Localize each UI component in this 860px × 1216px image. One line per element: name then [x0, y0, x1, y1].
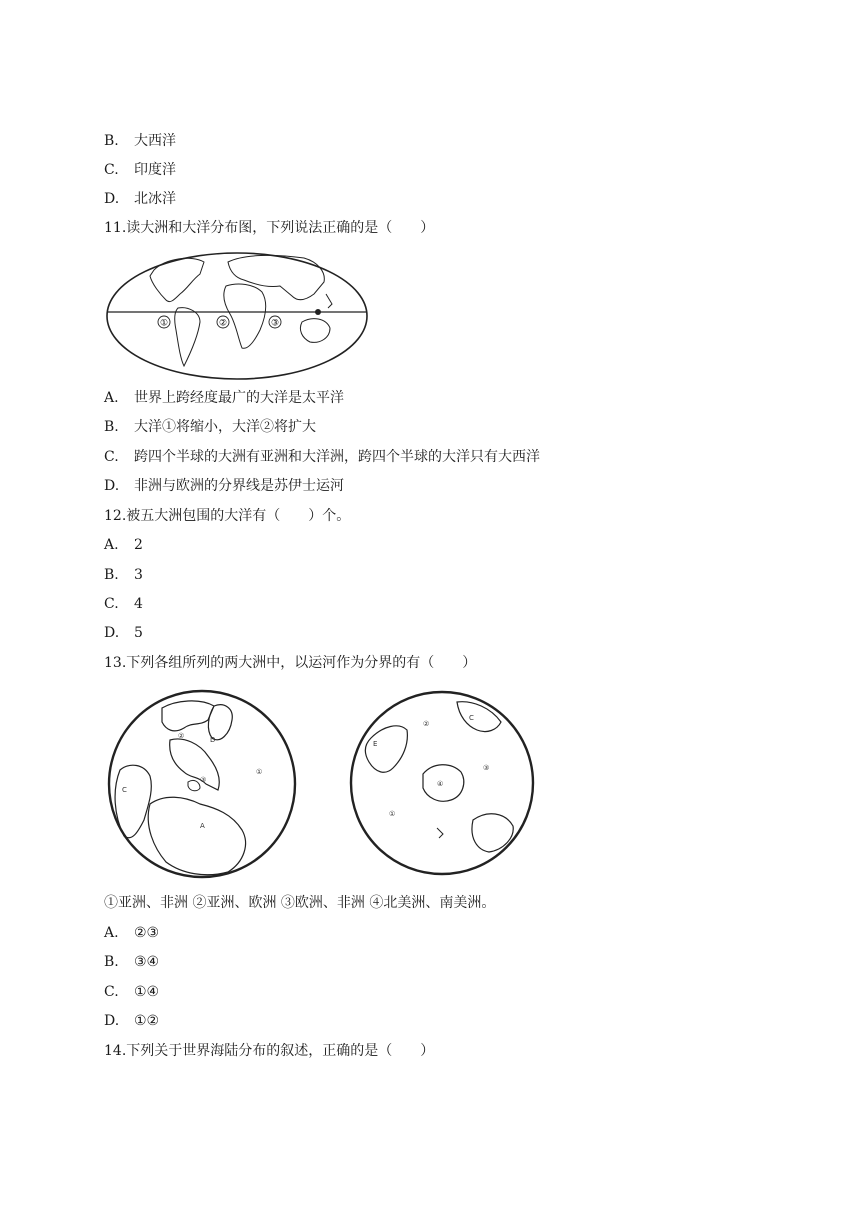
q13-option-b: B. ③④	[104, 954, 160, 970]
svg-text:②: ②	[423, 720, 430, 728]
q12-option-c: C. 4	[104, 596, 143, 612]
q10-option-b: B. 大西洋	[104, 133, 176, 149]
svg-text:③: ③	[200, 776, 207, 784]
q12-option-d: D. 5	[104, 625, 143, 641]
svg-text:③: ③	[483, 764, 490, 772]
svg-text:D: D	[210, 736, 216, 744]
q11-option-a: A. 世界上跨经度最广的大洋是太平洋	[104, 390, 344, 406]
q11-option-c: C. 跨四个半球的大洲有亚洲和大洋洲，跨四个半球的大洋只有大西洋	[104, 449, 540, 465]
ocean-marker-3: ③	[270, 318, 280, 329]
q11-option-d: D. 非洲与欧洲的分界线是苏伊士运河	[104, 478, 344, 494]
q13-stem: 13.下列各组所列的两大洲中，以运河作为分界的有（ ）	[104, 655, 477, 671]
q12-option-b: B. 3	[104, 567, 143, 583]
svg-text:④: ④	[437, 780, 444, 788]
q11-stem: 11.读大洲和大洋分布图，下列说法正确的是（ ）	[104, 220, 435, 236]
svg-text:C: C	[122, 786, 127, 794]
svg-text:A: A	[200, 822, 205, 830]
southern-hemisphere-map	[347, 688, 537, 878]
ocean-marker-1: ①	[159, 318, 169, 329]
northern-hemisphere-map	[104, 686, 300, 882]
q11-option-b: B. 大洋①将缩小，大洋②将扩大	[104, 419, 316, 435]
q13-option-c: C. ①④	[104, 984, 160, 1000]
island-marker	[315, 309, 321, 315]
q13-statement: ①亚洲、非洲 ②亚洲、欧洲 ③欧洲、非洲 ④北美洲、南美洲。	[104, 895, 496, 911]
svg-text:②: ②	[178, 732, 185, 740]
q10-option-d: D. 北冰洋	[104, 191, 176, 207]
q12-stem: 12.被五大洲包围的大洋有（ ）个。	[104, 508, 351, 524]
svg-text:①: ①	[389, 810, 396, 818]
q13-option-d: D. ①②	[104, 1013, 160, 1029]
q13-option-a: A. ②③	[104, 925, 160, 941]
svg-text:C: C	[469, 714, 474, 722]
q14-stem: 14.下列关于世界海陆分布的叙述，正确的是（ ）	[104, 1043, 435, 1059]
q10-option-c: C. 印度洋	[104, 162, 176, 178]
world-oceans-map	[104, 250, 370, 382]
svg-text:E: E	[373, 740, 378, 748]
svg-text:①: ①	[256, 768, 263, 776]
q12-option-a: A. 2	[104, 537, 143, 553]
ocean-marker-2: ②	[218, 318, 228, 329]
